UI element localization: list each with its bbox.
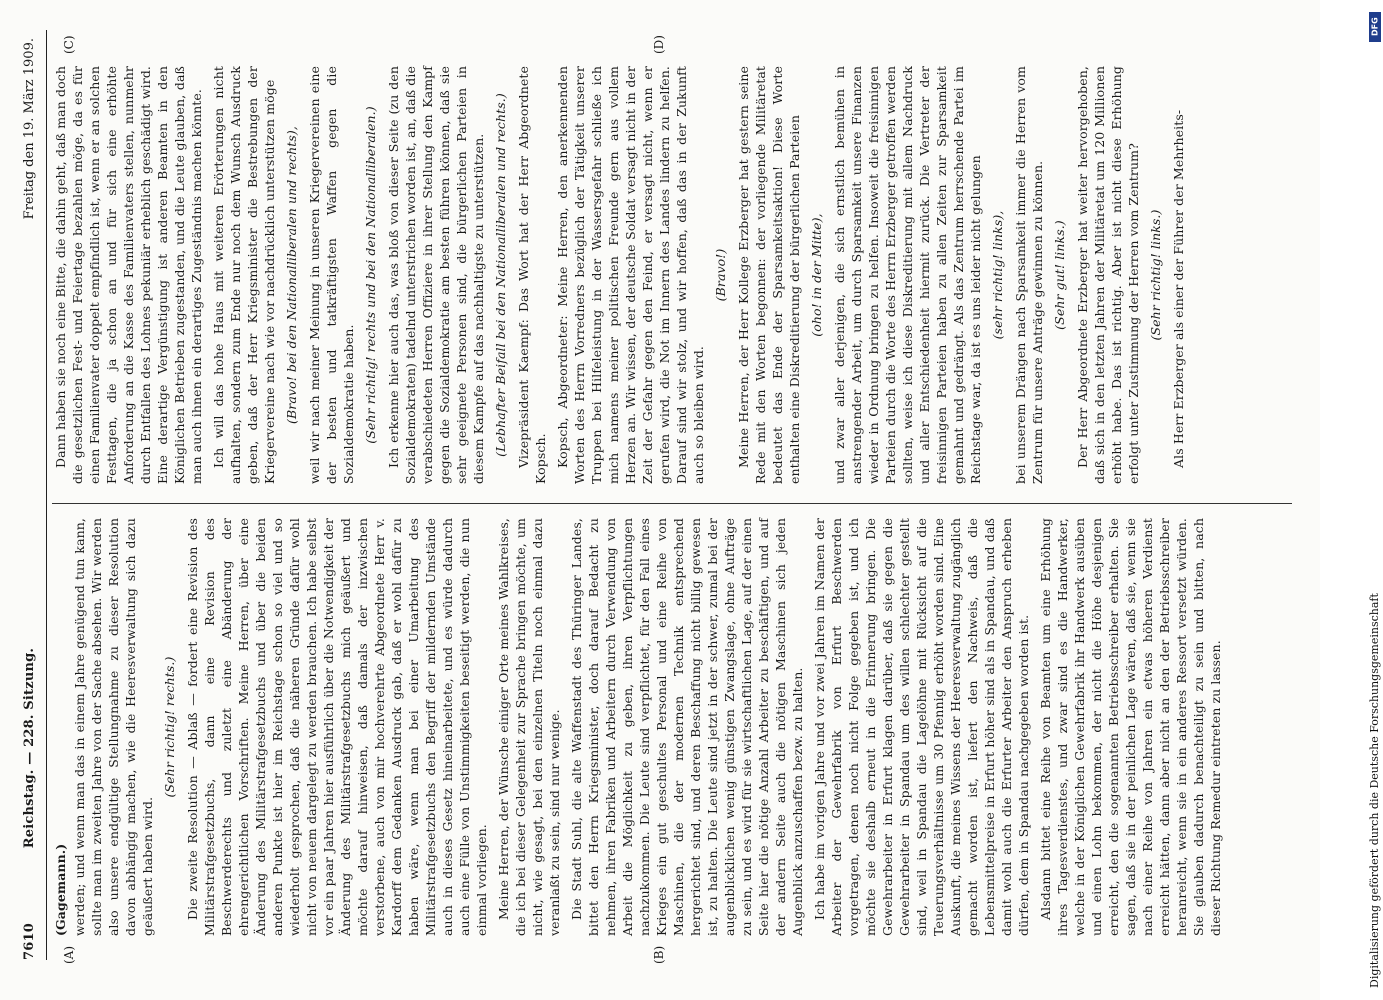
interjection: (Sehr richtig! links.) (1148, 209, 1163, 341)
margin-mark-c: (C) (62, 35, 76, 54)
paragraph: bei unserem Drängen nach Sparsamkeit immer die Herren vom Zentrum für unsere Anträge gewinnen zu können. (1013, 66, 1045, 484)
margin-mark-a: (A) (62, 945, 76, 964)
interjection: (sehr richtig! links), (990, 210, 1005, 340)
paragraph: Dann haben sie noch eine Bitte, die dahin geht, daß man doch die gesetzlichen Fest- und Feiertage bezahlen möge, da es für einen Familienvater doppelt empfindlich ist, wenn er an solchen Festtagen, die ja schon an und für sich eine erhöhte Anforderung an die Kasse des Familienvaters stellen, nunmehr durch Entfallen des Lohnes pekuniär erheblich geschädigt wird. Eine derartige Vergünstigung ist anderen Beamten in den Königlichen Betrieben zugestanden, und die Leute glauben, daß man auch ihnen ein derartiges Zugeständnis machen könnte. (53, 66, 204, 484)
interjection: (Sehr richtig! rechts und bei den Nationalliberalen.) (363, 106, 378, 444)
interjection: (Sehr gut! links.) (1052, 220, 1067, 330)
interjection: (Lebhafter Beifall bei den Nationalliberalen und rechts.) (493, 93, 508, 457)
left-column (52, 518, 1292, 936)
paragraph: Ich erkenne hier auch das, was bloß von dieser Seite (zu den Sozialdemokraten) tadelnd unterstrichen worden ist, an, daß die verabschiedeten Herren Offiziere in ihrer Stellung den Kampf gegen die Sozialdemokratie am besten führen können, daß sie sehr geeignete Personen sind, die bürgerlichen Parteien in diesem Kampfe auf das nachhaltigste zu unterstützen. (386, 66, 486, 484)
header-rule (46, 30, 47, 960)
paragraph: Meine Herren, der Herr Kollege Erzberger hat gestern seine Rede mit den Worten begonnen: der vorliegende Militäretat bedeutet das Ende der Sparsamkeitsaktion! Diese Worte enthalten eine Diskreditierung der bürgerlichen Parteien (736, 66, 802, 484)
right-column (52, 66, 1292, 484)
speaker-tag: (Gagemann.) (53, 843, 68, 936)
column-divider (52, 503, 1292, 504)
dfg-logo: DFG (1369, 12, 1381, 42)
interjection: (Bravo! bei den Nationalliberalen und rechts), (284, 126, 299, 424)
dfg-credit-text: Digitalisierung gefördert durch die Deutsche Forschungsgemeinschaft (1368, 593, 1381, 988)
interjection: (Bravo!) (713, 248, 728, 302)
speech-paragraph: Kopsch, Abgeordneter: Meine Herren, den anerkennenden Worten des Herrn Vorredners bezüglich der Tätigkeit unserer Truppen bei Hilfeleistung in der Wassersgefahr schließe ich mich namens meiner politischen Freunde gern aus vollem Herzen an. Wir wissen, der deutsche Soldat versagt nicht in der Zeit der Gefahr gegen den Feind, er versagt nicht, wenn er gerufen wird, die Not im Innern des Landes lindern zu helfen. Darauf sind wir stolz, und wir hoffen, daß das in der Zukunft auch so bleiben wird. (555, 66, 706, 484)
paragraph: werden; und wenn man das in einem Jahre genügend tun kann, sollte man im zweiten Jahre von der Sache absehen. Wir werden also unsere endgültige Stellungnahme zu dieser Resolution davon abhängig machen, wie die Heeresverwaltung sich dazu geäußert haben wird. (72, 518, 155, 936)
paragraph: Alsdann bittet eine Reihe von Beamten um eine Erhöhung ihres Tagesverdienstes, und zwar sind es die Handwerker, welche in der Königlichen Gewehrfabrik ihr Handwerk ausüben und einen Lohn bekommen, der nicht die Höhe desjenigen erreicht, den die sogenannten Betriebsschreiber erhalten. Sie sagen, daß sie in der peinlichen Lage wären, daß sie, wenn sie nach einer Reihe von Jahren ein etwas höheren Verdienst erreicht hätten, dann aber nicht an den der Betriebsschreiber heranreicht, wenn sie in ein anderes Ressort versetzt würden. Sie glauben dadurch benachteiligt zu sein und bitten, nach dieser Richtung Remedur eintreten zu lassen. (1038, 518, 1223, 936)
paragraph: Ich will das hohe Haus mit weiteren Erörterungen nicht aufhalten, sondern zum Ende nur noch dem Wunsch Ausdruck geben, daß der Herr Kriegsminister die Bestrebungen der Kriegervereine nach wie vor nachdrücklich unterstützen möge (211, 66, 277, 484)
paragraph: und zwar aller derjenigen, die sich ernstlich bemühen in anstrengender Arbeit, um durch Sparsamkeit unsere Finanzen wieder in Ordnung bringen zu helfen. Insoweit die freisinnigen Parteien durch die Worte des Herrn Erzberger getroffen werden sollten, weise ich diese Diskreditierung mit allem Nachdruck und aller Entschiedenheit hiermit zurück. Die Vertreter der freisinnigen Parteien haben zu allen Zeiten zur Sparsamkeit gemahnt und gedrängt. Als das Zentrum herrschende Partei im Reichstage war, da ist es uns leider nicht gelungen (832, 66, 983, 484)
header-left (22, 648, 37, 960)
page-number: 7610 (22, 923, 37, 960)
paragraph: Meine Herren, der Wünsche einiger Orte meines Wahlkreises, die ich bei dieser Gelegenheit zur Sprache bringen möchte, um nicht, wie gesagt, bei den einzelnen Titeln noch einmal dazu veranlaßt zu sein, sind nur wenige. (496, 518, 562, 936)
paragraph: Der Herr Abgeordnete Erzberger hat weiter hervorgehoben, daß sich in den letzten Jahren der Militäretat um 120 Millionen erhöht habe. Das ist richtig. Aber ist nicht diese Erhöhung erfolgt unter Zustimmung der Herren vom Zentrum? (1075, 66, 1141, 484)
paragraph: Als Herr Erzberger als einer der Führer der Mehrheits- (1171, 109, 1186, 468)
paragraph: Ich habe im vorigen Jahre und vor zwei Jahren im Namen der Arbeiter der Gewehrfabrik von Erfurt Beschwerden vorgetragen, denen noch nicht Folge gegeben ist, und ich möchte sie deshalb erneut in die Erinnerung bringen. Die Gewehrarbeiter in Erfurt klagen darüber, daß sie gegen die Gewehrarbeiter in Spandau um des willen schlechter gestellt sind, weil in Spandau die Lagelöhne mit Rücksicht auf die Teuerungsverhältnisse um 30 Pfennig erhöht worden sind. Eine Auskunft, die meines Wissens der Heeresverwaltung zugänglich gemacht worden ist, liefert den Nachweis, daß die Lebensmittelpreise in Erfurt höher sind als in Spandau, und daß damit wohl auch die Erfurter Arbeiter den Anspruch erheben dürfen, dem in Spandau nachgegeben worden ist. (812, 518, 1031, 936)
interjection: (oho! in der Mitte), (809, 213, 824, 337)
page-header (18, 30, 44, 960)
header-title: Reichstag. — 228. Sitzung. (22, 647, 37, 849)
margin-mark-d: (D) (652, 35, 666, 54)
paragraph: Die zweite Resolution — Ablaß — fordert eine Revision des Militärstrafgesetzbuchs, dann eine Revision des Beschwerderechts und zuletzt eine Abänderung der ehrengerichtlichen Vorschriften. Meine Herren, über eine Änderung des Militärstrafgesetzbuchs und über die beiden anderen Punkte ist hier im Reichstage schon so viel und so wiederholt gesprochen, daß die näheren Gründe dafür wohl nicht von neuem dargelegt zu werden brauchen. Ich habe selbst vor ein paar Jahren hier ausführlich über die Notwendigkeit der Änderung des Militärstrafgesetzbuchs mich geäußert und möchte darauf hinweisen, daß damals der inzwischen verstorbene, auch von mir hochverehrte Abgeordnete Herr v. Kardorff dem Gedanken Ausdruck gab, daß er wohl dafür zu haben wäre, wenn man bei einer Umarbeitung des Militärstrafgesetzbuchs den Begriff der mildernden Umstände auch in dieses Gesetz hineinarbeitete, und es würde dadurch auch eine Fülle von Unstimmigkeiten beseitigt werden, die nun einmal vorliegen. (185, 518, 489, 936)
paragraph: Die Stadt Suhl, die alte Waffenstadt des Thüringer Landes, bittet den Herrn Kriegsminister, doch darauf Bedacht zu nehmen, ihren Fabriken und Arbeitern durch Verwendung von Arbeit die Möglichkeit zu geben, ihren Verpflichtungen nachzukommen. Die Leute sind verpflichtet, für den Fall eines Krieges ein gut geschultes Personal und eine Reihe von Maschinen, die der modernen Technik entsprechend hergerichtet sind, und deren Beschaffung nicht billig gewesen ist, zu halten. Die Leute sind jetzt in der schwer, zumal bei der augenblicklichen wenig günstigen Zwangslage, ohne Aufträge zu sein, und es wird für sie wirtschaftlichen Lage, auf der einen Seite hier die nötige Anzahl Arbeiter zu beschäftigen, und auf der andern Seite auch die nötigen Maschinen sich jeden Augenblick anzuschaffen bezw. zu halten. (569, 518, 805, 936)
paragraph: weil wir nach meiner Meinung in unseren Kriegervereinen eine der besten und tatkräftigsten Waffen gegen die Sozialdemokratie haben. (307, 66, 356, 484)
header-date: Freitag den 19. März 1909. (22, 38, 37, 220)
speaker-announcement: Vizepräsident Kaempf: Das Wort hat der Herr Abgeordnete Kopsch. (516, 66, 548, 484)
margin-mark-b: (B) (652, 945, 666, 964)
interjection: (Sehr richtig! rechts.) (162, 656, 177, 798)
